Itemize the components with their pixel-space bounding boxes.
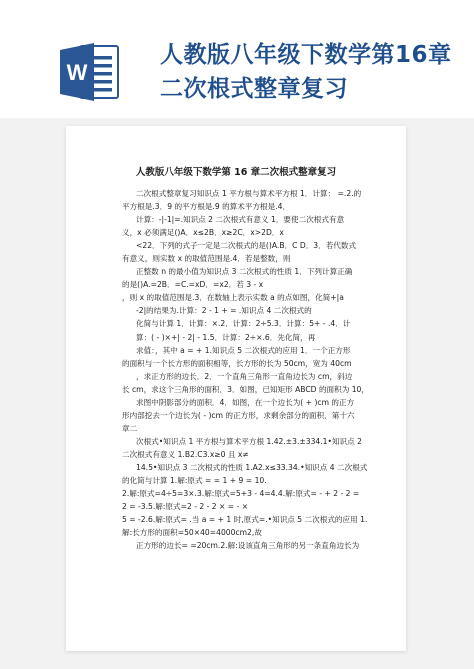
- document-line: 的化简与计算 1.解:原式 = = 1 + 9 = 10.: [122, 476, 267, 486]
- document-line: 的面积与一个长方形的面积相等，长方形的长为 50cm，宽为 40cm: [122, 358, 352, 368]
- document-line: 计算：-|-1|=.知识点 2 二次根式有意义 1．要使二次根式有意: [136, 215, 345, 225]
- title-line-1: 人教版八年级下数学第16章: [160, 42, 452, 68]
- document-line: 算：( - )×+| - 2| - 1.5．计算：2÷×.6．先化简，再: [136, 332, 316, 342]
- document-line: 二次根式整章复习知识点 1 平方根与算术平方根 1．计算： =.2.的: [136, 189, 362, 198]
- document-line: 次根式•知识点 1 平方根与算术平方根 1.42.±3.±334.1•知识点 2: [136, 436, 362, 446]
- document-line: 形内部挖去一个边长为( - )cm 的正方形，求剩余部分的面积．第十六: [122, 410, 355, 420]
- document-line: 的是()A.=2B．=C.=xD．=x2．若 3 - x: [122, 280, 264, 290]
- word-document-icon: [58, 40, 122, 104]
- document-line: -2|的结果为.计算：2 - 1 + = .知识点 4 二次根式的: [136, 306, 312, 316]
- document-line: 解:长方形的面积=50×40=4000cm2,故: [122, 528, 262, 538]
- document-line: 正方形的边长= =20cm.2.解:设该直角三角形的另一条直角边长为: [136, 541, 360, 551]
- document-line: 化简与计算 1．计算：×.2．计算：2÷5.3．计算：5+ - .4．计: [136, 319, 351, 329]
- document-line: 求值：，其中 a = + 1.知识点 5 二次根式的应用 1．一个正方形: [136, 345, 351, 355]
- document-title: 人教版八年级下数学第 16 章二次根式整章复习: [135, 167, 337, 178]
- page-title: [160, 38, 460, 106]
- document-line: 14.5•知识点 3 二次根式的性质 1.A2.x≤33.34.•知识点 4 二次根式: [136, 462, 368, 472]
- document-page: [66, 126, 406, 651]
- document-line: 有意义，则实数 x 的取值范围是.4．若是整数，则: [122, 254, 291, 264]
- document-line: 5 = -2.6.解:原式= .当 a = + 1 时,原式=.•知识点 5 二次根式的应用 1.: [122, 515, 368, 525]
- word-icon-letter: W: [66, 60, 88, 85]
- document-line: 求图中阴影部分的面积．4．如图，在一个边长为( + )cm 的正方: [136, 397, 355, 407]
- document-line: 二次根式有意义 1.B2.C3.x≥0 且 x≠: [122, 449, 249, 459]
- document-line: 正整数 n 的最小值为知识点 3 二次根式的性质 1．下列计算正确: [136, 267, 353, 277]
- document-body: [122, 187, 380, 552]
- document-line: 义，x 必须满足()A．x≤2B．x≥2C．x>2D．x: [122, 228, 284, 238]
- document-line: 长 cm，求这个三角形的面积．3．如图，已知矩形 ABCD 的面积为 10，: [122, 384, 369, 394]
- document-line: 2.解:原式=4÷5=3×.3.解:原式=5+3 - 4=4.4.解:原式= - + 2 - 2 =: [122, 489, 360, 499]
- document-line: ，则 x 的取值范围是.3．在数轴上表示实数 a 的点如图，化简+|a: [122, 293, 344, 303]
- document-line: 章二: [122, 423, 138, 433]
- document-line: 平方根是.3．9 的平方根是.9 的算术平方根是.4．: [122, 202, 291, 212]
- document-line: 2 = -3.5.解:原式=2 - 2 - 2 × = - ×: [122, 502, 249, 512]
- document-line: <22．下列的式子一定是二次根式的是()A.B．C D．3．若代数式: [136, 241, 357, 251]
- header-banner: [0, 0, 474, 130]
- document-line: ，求正方形的边长．2．一个直角三角形一直角边长为 cm，斜边: [136, 371, 353, 381]
- title-line-2: 二次根式整章复习: [160, 76, 348, 102]
